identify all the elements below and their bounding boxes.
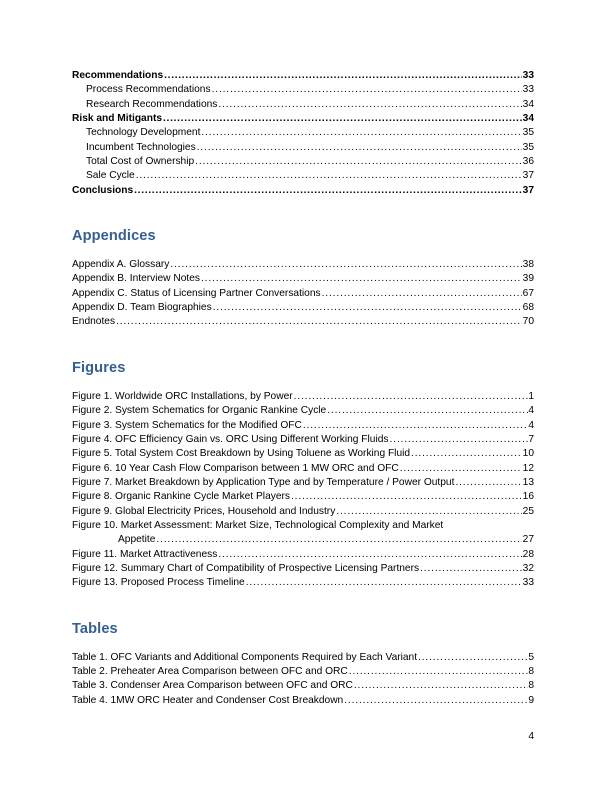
toc-entry-page: 27 (522, 534, 534, 546)
dot-leader (218, 98, 522, 112)
toc-entry[interactable] (72, 287, 534, 301)
toc-entry-title: Figure 3. System Schematics for the Modified OFC (72, 419, 302, 431)
toc-entry[interactable] (72, 258, 534, 272)
toc-entry[interactable] (72, 315, 534, 329)
toc-entry[interactable] (72, 505, 534, 519)
toc-entry-title: Figure 10. Market Assessment: Market Size, Technological Complexity and Market (72, 519, 444, 531)
toc-entry-page: 4 (528, 419, 534, 431)
dot-leader (201, 272, 522, 286)
toc-entry-page: 34 (522, 113, 534, 125)
toc-entry[interactable] (72, 694, 534, 708)
toc-entry-title: Appetite (118, 534, 156, 546)
dot-leader (197, 141, 522, 155)
toc-entry[interactable] (72, 404, 534, 418)
toc-entry-title: Recommendations (72, 70, 164, 81)
toc-entry-title: Appendix D. Team Biographies (72, 302, 212, 314)
toc-entry[interactable] (72, 184, 534, 198)
dot-leader (389, 433, 527, 447)
toc-entry-title: Appendix A. Glossary (72, 259, 170, 271)
toc-entry-title: Appendix C. Status of Licensing Partner Conversations (72, 287, 321, 299)
dot-leader (354, 679, 528, 693)
toc-entry[interactable] (72, 651, 534, 665)
dot-leader (163, 112, 522, 126)
toc-entry-page: 33 (522, 84, 534, 96)
toc-entry-page: 68 (522, 302, 534, 314)
dot-leader (455, 476, 522, 490)
toc-entry-page: 8 (528, 680, 534, 692)
dot-leader (136, 169, 522, 183)
toc-entry-page: 67 (522, 287, 534, 299)
toc-entry-title: Incumbent Technologies (86, 141, 196, 153)
appendices-list (72, 258, 534, 330)
toc-entry-title: Conclusions (72, 184, 134, 196)
toc-entry-title: Figure 13. Proposed Process Timeline (72, 577, 245, 589)
spacer (72, 377, 534, 390)
dot-leader (116, 315, 522, 329)
toc-entry-page: 5 (528, 651, 534, 663)
dot-leader (170, 258, 522, 272)
spacer (72, 245, 534, 258)
dot-leader (344, 694, 528, 708)
toc-entry-page: 4 (528, 405, 534, 417)
toc-entry-continuation[interactable] (72, 533, 534, 547)
page-content (72, 69, 534, 708)
toc-entry-page: 1 (528, 390, 534, 402)
dot-leader (201, 126, 522, 140)
toc-entry-title: Figure 4. OFC Efficiency Gain vs. ORC Using Different Working Fluids (72, 433, 389, 445)
toc-entry-page: 25 (522, 505, 534, 517)
toc-entry[interactable] (72, 419, 534, 433)
toc-entry-page: 39 (522, 273, 534, 285)
toc-entry[interactable] (86, 98, 534, 112)
toc-entry[interactable] (72, 576, 534, 590)
toc-entry-page: 35 (522, 127, 534, 139)
toc-entry-page: 32 (522, 562, 534, 574)
dot-leader (195, 155, 522, 169)
toc-entry-title: Endnotes (72, 316, 116, 328)
page-number: 4 (528, 731, 534, 742)
toc-entry[interactable] (72, 462, 534, 476)
toc-entry-page: 36 (522, 156, 534, 168)
toc-entry-page: 33 (522, 577, 534, 589)
section-heading-appendices: Appendices (72, 228, 156, 245)
dot-leader (418, 651, 528, 665)
dot-leader (291, 490, 522, 504)
spacer (72, 330, 534, 360)
section-heading-figures: Figures (72, 359, 126, 376)
toc-entry-title: Figure 6. 10 Year Cash Flow Comparison between 1 MW ORC and OFC (72, 462, 399, 474)
dot-leader (349, 665, 528, 679)
dot-leader (134, 184, 522, 198)
dot-leader (400, 462, 522, 476)
toc-entry-title: Figure 12. Summary Chart of Compatibility of Prospective Licensing Partners (72, 562, 420, 574)
toc-entry-title: Figure 1. Worldwide ORC Installations, by Power (72, 390, 293, 402)
tables-list (72, 651, 534, 708)
toc-entry-page: 13 (522, 476, 534, 488)
toc-entry[interactable] (86, 83, 534, 97)
dot-leader (156, 533, 522, 547)
toc-entry[interactable] (72, 112, 534, 126)
dot-leader (420, 562, 522, 576)
toc-entry[interactable] (72, 476, 534, 490)
dot-leader (411, 447, 522, 461)
toc-entry[interactable] (72, 548, 534, 562)
toc-entry[interactable] (72, 272, 534, 286)
toc-entry-title: Figure 5. Total System Cost Breakdown by Using Toluene as Working Fluid (72, 448, 411, 460)
dot-leader (212, 83, 523, 97)
toc-entry-page: 37 (522, 170, 534, 182)
toc-continued-section (72, 69, 534, 198)
toc-entry[interactable] (72, 519, 534, 533)
dot-leader (294, 390, 528, 404)
toc-entry[interactable] (72, 665, 534, 679)
toc-entry-title: Figure 9. Global Electricity Prices, Household and Industry (72, 505, 336, 517)
dot-leader (327, 404, 528, 418)
toc-entry[interactable] (72, 433, 534, 447)
toc-entry-page: 12 (522, 462, 534, 474)
dot-leader (164, 69, 522, 83)
toc-entry-page: 10 (522, 448, 534, 460)
dot-leader (303, 419, 528, 433)
toc-entry-page: 28 (522, 548, 534, 560)
figures-list (72, 390, 534, 591)
dot-leader (246, 576, 522, 590)
toc-entry-page: 35 (522, 141, 534, 153)
spacer (72, 591, 534, 621)
spacer (72, 638, 534, 651)
toc-entry-title: Risk and Mitigants (72, 113, 163, 125)
toc-entry[interactable] (72, 390, 534, 404)
toc-entry-title: Total Cost of Ownership (86, 156, 195, 168)
toc-entry-title: Table 1. OFC Variants and Additional Components Required by Each Variant (72, 651, 418, 663)
toc-entry[interactable] (72, 490, 534, 504)
toc-entry-title: Figure 11. Market Attractiveness (72, 548, 218, 560)
toc-entry-page: 33 (522, 70, 534, 81)
dot-leader (322, 287, 523, 301)
toc-entry[interactable] (86, 155, 534, 169)
toc-entry-page: 8 (528, 665, 534, 677)
toc-entry[interactable] (72, 69, 534, 83)
toc-entry[interactable] (86, 169, 534, 183)
toc-entry-title: Technology Development (86, 127, 201, 139)
toc-entry-title: Figure 7. Market Breakdown by Application Type and by Temperature / Power Output (72, 476, 455, 488)
toc-entry-title: Appendix B. Interview Notes (72, 273, 200, 285)
toc-entry-title: Sale Cycle (86, 170, 135, 182)
toc-entry[interactable] (72, 679, 534, 693)
toc-entry-title: Research Recommendations (86, 98, 218, 110)
dot-leader (218, 548, 522, 562)
toc-entry-page: 34 (522, 98, 534, 110)
toc-entry-page: 16 (522, 491, 534, 503)
dot-leader (336, 505, 522, 519)
toc-entry[interactable] (72, 447, 534, 461)
toc-entry-page: 7 (528, 433, 534, 445)
toc-entry-page: 9 (528, 694, 534, 706)
toc-entry[interactable] (86, 126, 534, 140)
spacer (72, 198, 534, 228)
toc-entry-title: Figure 2. System Schematics for Organic Rankine Cycle (72, 405, 327, 417)
toc-entry[interactable] (72, 562, 534, 576)
toc-entry[interactable] (86, 141, 534, 155)
toc-entry-title: Figure 8. Organic Rankine Cycle Market Players (72, 491, 290, 503)
toc-entry-page: 38 (522, 259, 534, 271)
dot-leader (213, 301, 522, 315)
toc-entry-title: Table 3. Condenser Area Comparison between OFC and ORC (72, 680, 353, 692)
toc-entry-title: Table 4. 1MW ORC Heater and Condenser Cost Breakdown (72, 694, 344, 706)
toc-entry-title: Table 2. Preheater Area Comparison between OFC and ORC (72, 665, 348, 677)
toc-entry-page: 37 (522, 184, 534, 196)
toc-entry[interactable] (72, 301, 534, 315)
section-heading-tables: Tables (72, 620, 118, 637)
toc-entry-title: Process Recommendations (86, 84, 211, 96)
toc-entry-page: 70 (522, 316, 534, 328)
